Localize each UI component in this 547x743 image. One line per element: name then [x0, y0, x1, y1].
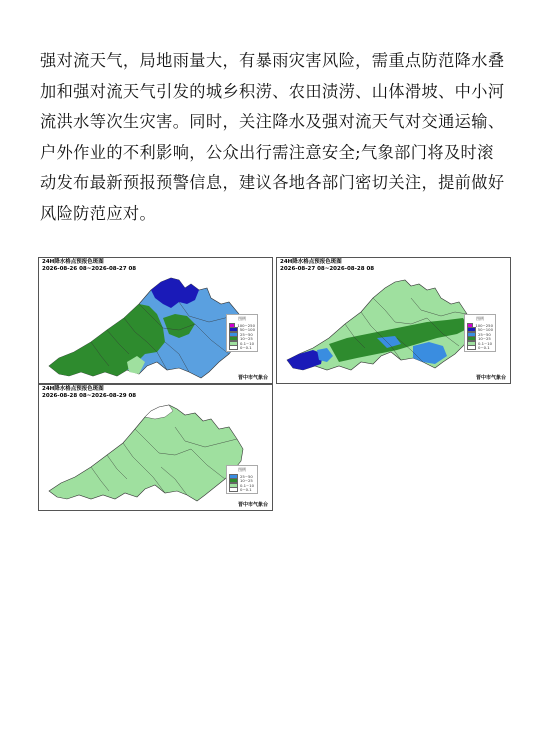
article-paragraph: [40, 46, 517, 230]
legend-swatch: [229, 487, 238, 492]
legend-label: 100~250: [475, 322, 493, 328]
legend-label: 50~100: [477, 327, 493, 333]
legend-label: 0~0.1: [240, 487, 252, 493]
paragraph-line: 户外作业的不利影响，公众出行需注意安全;气象部门将及时滚: [40, 142, 494, 162]
legend-swatch: [467, 345, 476, 350]
map-credit: 晋中市气象台: [475, 375, 506, 381]
legend-label: 10~25: [240, 478, 253, 484]
legend-title: 图例: [238, 467, 246, 472]
map-legend: [226, 314, 258, 352]
map-title: 24H降水格点预报色斑图: [42, 386, 104, 392]
precipitation-map-day1: [38, 257, 273, 384]
legend-label: 25~50: [240, 473, 253, 479]
legend-label: 0.1~10: [240, 482, 255, 488]
map-period: 2026-08-28 08~2026-08-29 08: [42, 392, 137, 399]
legend-title: 图例: [238, 316, 246, 321]
paragraph-line: 强对流天气，局地雨量大，有暴雨灾害风险，需重点防范降水叠: [40, 51, 505, 70]
legend-label: 0.1~10: [240, 340, 255, 346]
legend-label: 10~25: [478, 336, 491, 342]
map-period: 2026-08-26 08~2026-08-27 08: [42, 265, 137, 272]
paragraph-line: 风险防范应对。: [40, 203, 157, 223]
legend-label: 50~100: [239, 327, 255, 333]
map-period: 2026-08-27 08~2026-08-28 08: [280, 265, 375, 272]
legend-label: 25~50: [478, 331, 491, 337]
map-legend: [464, 314, 496, 352]
legend-label: 10~25: [240, 336, 253, 342]
legend-swatch: [229, 345, 238, 350]
map-credit: 晋中市气象台: [237, 502, 268, 508]
map-credit: 晋中市气象台: [237, 375, 268, 381]
map-region-base: [49, 405, 243, 501]
map-title: 24H降水格点预报色斑图: [280, 259, 342, 265]
paragraph-line: 动发布最新预报预警信息，建议各地各部门密切关注，提前做好: [40, 173, 505, 193]
map-title: 24H降水格点预报色斑图: [42, 259, 104, 265]
paragraph-line: 加和强对流天气引发的城乡积涝、农田渍涝、山体滑坡、中小河: [40, 81, 505, 101]
map-title-block: [42, 259, 136, 272]
legend-title: 图例: [476, 316, 484, 321]
legend-label: 0~0.1: [478, 345, 490, 351]
precipitation-map-day2: [276, 257, 511, 384]
legend-label: 0.1~10: [478, 340, 493, 346]
paragraph-line: 流洪水等次生灾害。同时，关注降水及强对流天气对交通运输、: [40, 112, 505, 132]
legend-label: 100~250: [237, 322, 255, 328]
legend-label: 25~50: [240, 331, 253, 337]
map-legend: [226, 465, 258, 494]
map-title-block: [42, 386, 136, 399]
map-title-block: [280, 259, 374, 272]
precipitation-map-day3: [38, 384, 273, 511]
legend-label: 0~0.1: [240, 345, 252, 351]
